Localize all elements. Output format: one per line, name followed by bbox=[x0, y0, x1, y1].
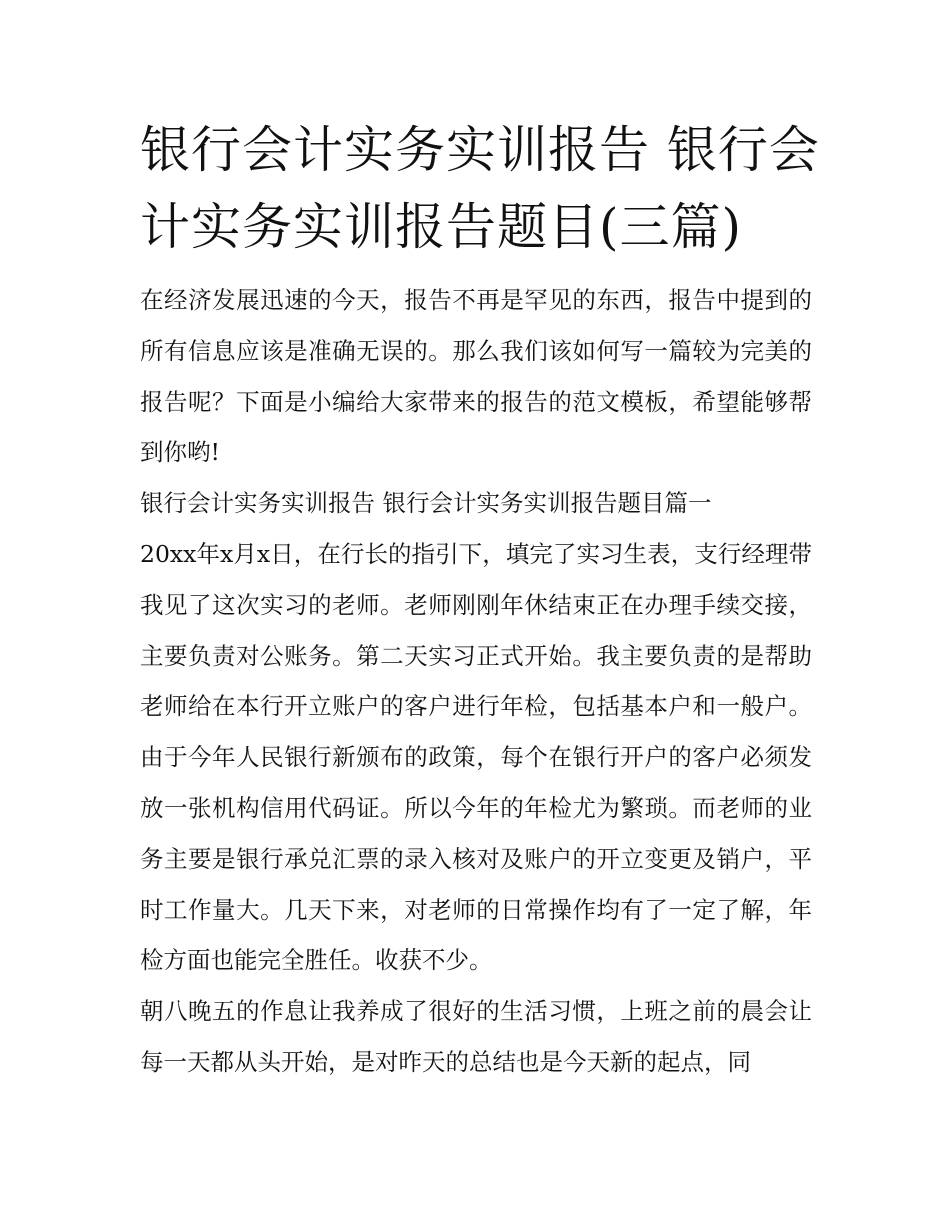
body-paragraph: 朝八晚五的作息让我养成了很好的生活习惯，上班之前的晨会让每一天都从头开始，是对昨天的总结也是今天新的起点，同 bbox=[140, 997, 812, 1076]
section-heading: 银行会计实务实训报告 银行会计实务实训报告题目篇一 bbox=[140, 489, 712, 518]
document-body bbox=[140, 275, 812, 1088]
intro-paragraph: 在经济发展迅速的今天，报告不再是罕见的东西，报告中提到的所有信息应该是准确无误的。那么我们该如何写一篇较为完美的报告呢？下面是小编给大家带来的报告的范文模板，希望能够帮到你哟! bbox=[140, 286, 812, 467]
document-title: 银行会计实务实训报告 银行会计实务实训报告题目(三篇) bbox=[140, 121, 820, 256]
body-paragraph: 20xx年x月x日，在行长的指引下，填完了实习生表，支行经理带我见了这次实习的老师。老师刚刚年休结束正在办理手续交接，主要负责对公账务。第二天实习正式开始。我主要负责的是帮助老师给在本行开立账户的客户进行年检，包括基本户和一般户。由于今年人民银行新颁布的政策，每个在银行开户的客户必须发放一张机构信用代码证。所以今年的年检尤为繁琐。而老师的业务主要是银行承兑汇票的录入核对及账户的开立变更及销户，平时工作量大。几天下来，对老师的日常操作均有了一定了解，年检方面也能完全胜任。收获不少。 bbox=[140, 539, 812, 975]
